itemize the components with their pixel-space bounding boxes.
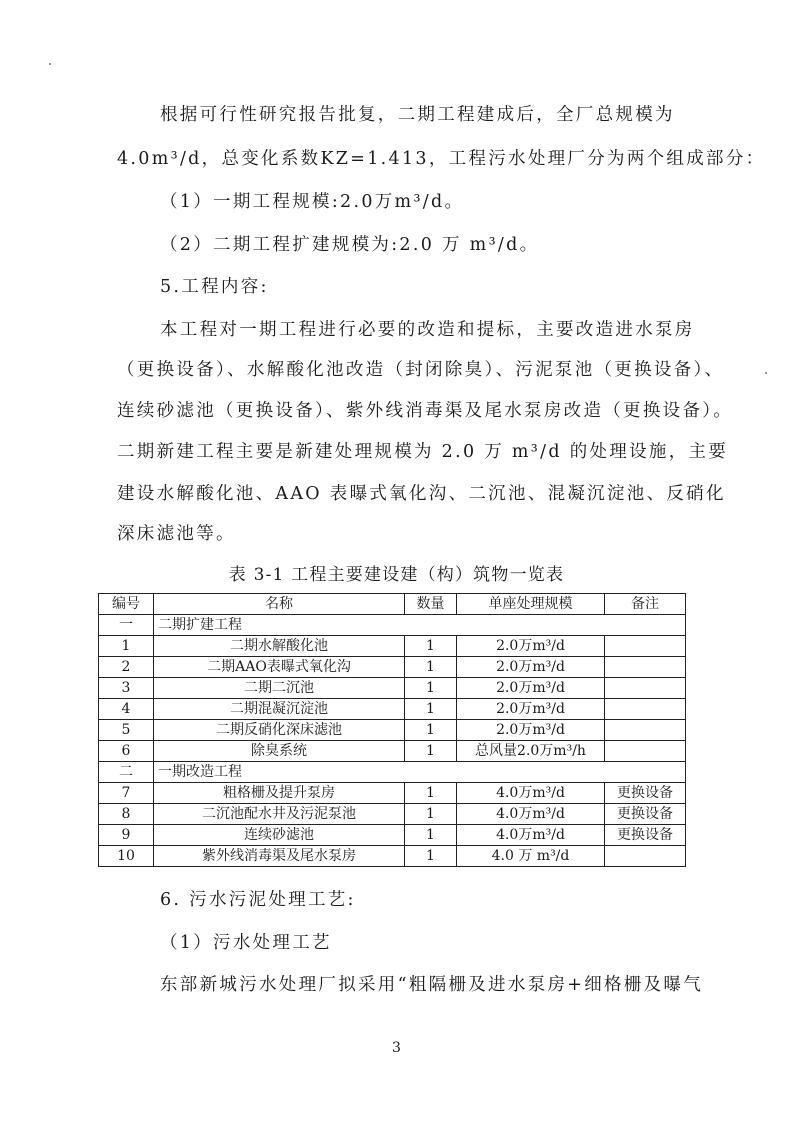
section-heading: 6. 污水污泥处理工艺: xyxy=(160,890,356,910)
header-no: 编号 xyxy=(99,594,154,615)
scan-speck xyxy=(49,63,51,65)
header-name: 名称 xyxy=(154,594,405,615)
cell-section-name: 一期改造工程 xyxy=(154,762,686,783)
subsection-heading: （1）污水处理工艺 xyxy=(160,933,332,953)
cell-name: 除臭系统 xyxy=(154,741,405,762)
cell-name: 二期混凝沉淀池 xyxy=(154,699,405,720)
cell-no: 6 xyxy=(99,741,154,762)
paragraph-line: 连续砂滤池（更换设备）、紫外线消毒渠及尾水泵房改造（更换设备）。 xyxy=(117,401,734,421)
cell-no: 8 xyxy=(99,804,154,825)
cell-name: 粗格栅及提升泵房 xyxy=(154,783,405,804)
cell-remark: 更换设备 xyxy=(605,804,686,825)
table-row xyxy=(99,846,686,867)
header-qty: 数量 xyxy=(405,594,457,615)
table-row xyxy=(99,804,686,825)
table-caption: 表 3-1 工程主要建设建（构）筑物一览表 xyxy=(228,565,565,585)
table-row xyxy=(99,783,686,804)
cell-capacity: 2.0万m³/d xyxy=(457,657,605,678)
cell-section-name: 二期扩建工程 xyxy=(154,615,686,636)
paragraph-line: 4.0m³/d，总变化系数KZ=1.413，工程污水处理厂分为两个组成部分： xyxy=(117,149,766,169)
cell-no: 10 xyxy=(99,846,154,867)
cell-qty: 1 xyxy=(405,699,457,720)
cell-remark: 更换设备 xyxy=(605,783,686,804)
cell-name: 二期反硝化深床滤池 xyxy=(154,720,405,741)
cell-capacity: 总风量2.0万m³/h xyxy=(457,741,605,762)
paragraph-line: 东部新城污水处理厂拟采用“粗隔栅及进水泵房+细格栅及曝气 xyxy=(160,975,704,995)
cell-capacity: 2.0万m³/d xyxy=(457,636,605,657)
structures-table xyxy=(98,593,686,867)
header-remark: 备注 xyxy=(605,594,686,615)
cell-name: 二沉池配水井及污泥泵池 xyxy=(154,804,405,825)
list-item: （2）二期工程扩建规模为:2.0 万 m³/d。 xyxy=(160,235,540,255)
table-row xyxy=(99,657,686,678)
cell-capacity: 4.0万m³/d xyxy=(457,825,605,846)
section-heading: 5.工程内容: xyxy=(160,277,269,297)
table-row xyxy=(99,720,686,741)
paragraph-line: 二期新建工程主要是新建处理规模为 2.0 万 m³/d 的处理设施，主要 xyxy=(117,442,729,462)
cell-qty: 1 xyxy=(405,846,457,867)
cell-qty: 1 xyxy=(405,720,457,741)
cell-remark xyxy=(605,636,686,657)
cell-qty: 1 xyxy=(405,783,457,804)
cell-capacity: 4.0万m³/d xyxy=(457,804,605,825)
paragraph-line: 建设水解酸化池、AAO 表曝式氧化沟、二沉池、混凝沉淀池、反硝化 xyxy=(117,484,726,504)
cell-no: 一 xyxy=(99,615,154,636)
cell-capacity: 4.0 万 m³/d xyxy=(457,846,605,867)
cell-no: 7 xyxy=(99,783,154,804)
cell-qty: 1 xyxy=(405,657,457,678)
table-row xyxy=(99,741,686,762)
cell-capacity: 2.0万m³/d xyxy=(457,720,605,741)
paragraph-line: 根据可行性研究报告批复，二期工程建成后，全厂总规模为 xyxy=(160,105,675,125)
cell-no: 二 xyxy=(99,762,154,783)
cell-remark xyxy=(605,699,686,720)
table-section-row xyxy=(99,615,686,636)
table-section-row xyxy=(99,762,686,783)
cell-no: 4 xyxy=(99,699,154,720)
cell-no: 3 xyxy=(99,678,154,699)
cell-no: 9 xyxy=(99,825,154,846)
cell-qty: 1 xyxy=(405,741,457,762)
paragraph-line: 本工程对一期工程进行必要的改造和提标，主要改造进水泵房 xyxy=(160,320,695,340)
cell-remark xyxy=(605,657,686,678)
cell-capacity: 4.0万m³/d xyxy=(457,783,605,804)
cell-qty: 1 xyxy=(405,825,457,846)
header-capacity: 单座处理规模 xyxy=(457,594,605,615)
cell-no: 5 xyxy=(99,720,154,741)
table-row xyxy=(99,678,686,699)
table-header-row xyxy=(99,594,686,615)
cell-qty: 1 xyxy=(405,636,457,657)
paragraph-line: （更换设备）、水解酸化池改造（封闭除臭）、污泥泵池（更换设备）、 xyxy=(117,360,725,380)
table-row xyxy=(99,636,686,657)
table-row xyxy=(99,825,686,846)
cell-no: 1 xyxy=(99,636,154,657)
cell-name: 二期水解酸化池 xyxy=(154,636,405,657)
cell-name: 二期二沉池 xyxy=(154,678,405,699)
cell-qty: 1 xyxy=(405,678,457,699)
cell-remark: 更换设备 xyxy=(605,825,686,846)
cell-capacity: 2.0万m³/d xyxy=(457,678,605,699)
cell-name: 连续砂滤池 xyxy=(154,825,405,846)
cell-remark xyxy=(605,846,686,867)
cell-name: 二期AAO表曝式氧化沟 xyxy=(154,657,405,678)
cell-remark xyxy=(605,741,686,762)
cell-capacity: 2.0万m³/d xyxy=(457,699,605,720)
paragraph-line: 深床滤池等。 xyxy=(117,524,236,544)
cell-no: 2 xyxy=(99,657,154,678)
cell-remark xyxy=(605,720,686,741)
page-number: 3 xyxy=(392,1040,401,1056)
scan-speck xyxy=(765,372,767,374)
table-body xyxy=(99,615,686,867)
table-row xyxy=(99,699,686,720)
list-item: （1）一期工程规模:2.0万m³/d。 xyxy=(160,192,465,212)
cell-remark xyxy=(605,678,686,699)
cell-qty: 1 xyxy=(405,804,457,825)
cell-name: 紫外线消毒渠及尾水泵房 xyxy=(154,846,405,867)
